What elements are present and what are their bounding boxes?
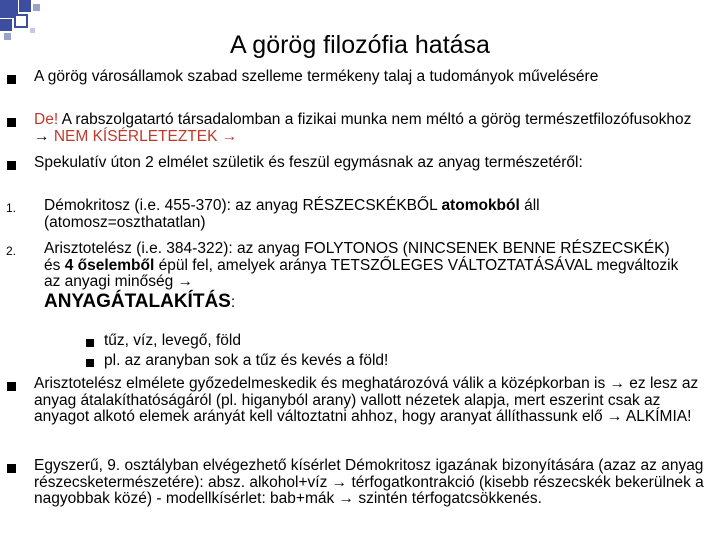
slide-title: A görög filozófia hatása: [230, 31, 490, 59]
bullet-marker: [7, 118, 16, 127]
list-number: 1.: [6, 201, 17, 215]
bullet-speculative: Spekulatív úton 2 elmélet születik és feszül egymásnak az anyag természetéről:: [34, 154, 583, 171]
bullet-experiment: Egyszerű, 9. osztályban elvégezhető kísérlet Démokritosz igazának bizonyítására (azaz az anyag részecsketermészetére): absz. alkohol+víz → térfogatkontrakció (kisebb részecskék bekerülnek a nagyobbak közé) - modellkísérlet: bab+mák → szintén térfogatcsökkenés.: [34, 457, 704, 507]
bullet-greek-city-states: A görög városállamok szabad szelleme termékeny talaj a tudományok művelésére: [34, 68, 599, 85]
bullet-marker: [7, 464, 16, 473]
transformation-heading: ANYAGÁTALAKÍTÁS: [44, 290, 231, 312]
sub-bullet-marker: [86, 359, 94, 367]
sub-bullet-marker: [86, 339, 94, 347]
bullet-slavery: De! A rabszolgatartó társadalomban a fizikai munka nem méltó a görög természetfilozófusokhoz → NEM KÍSÉRLETEZTEK →: [34, 111, 692, 145]
red-emphasis: De!: [34, 111, 59, 128]
list-number: 2.: [6, 244, 17, 258]
numbered-aristotle: Arisztotelész (i.e. 384-322): az anyag FOLYTONOS (NINCSENEK BENNE RÉSZECSKÉK) és 4 őselemből épül fel, amelyek aránya TETSZŐLEGES VÁLTOZTATÁSÁVAL megváltozik az anyagi minőség → ANYAGÁTALAKÍTÁS:: [44, 240, 679, 312]
bullet-marker: [7, 75, 16, 84]
numbered-democritus: Démokritosz (i.e. 455-370): az anyag RÉSZECSKÉKBŐL atomokból áll (atomosz=oszthatatlan): [44, 197, 540, 231]
sub-bullet-elements: tűz, víz, levegő, föld: [104, 332, 241, 349]
bullet-aristotle-wins: Arisztotelész elmélete győzedelmeskedik és meghatározóvá válik a középkorban is → ez lesz az anyag átalakíthatóságáról (pl. higanyból arany) vallott nézetek alapja, mert eszerint csak az anyagot alkotó elemek arányát kell változtatni ahhoz, hogy aranyat állíthassunk elő → ALKÍMIA!: [34, 375, 699, 425]
sub-bullet-gold: pl. az aranyban sok a tűz és kevés a föld!: [104, 352, 389, 369]
red-emphasis: NEM KÍSÉRLETEZTEK →: [53, 127, 238, 145]
bullet-marker: [7, 382, 16, 391]
bullet-marker: [7, 161, 16, 170]
